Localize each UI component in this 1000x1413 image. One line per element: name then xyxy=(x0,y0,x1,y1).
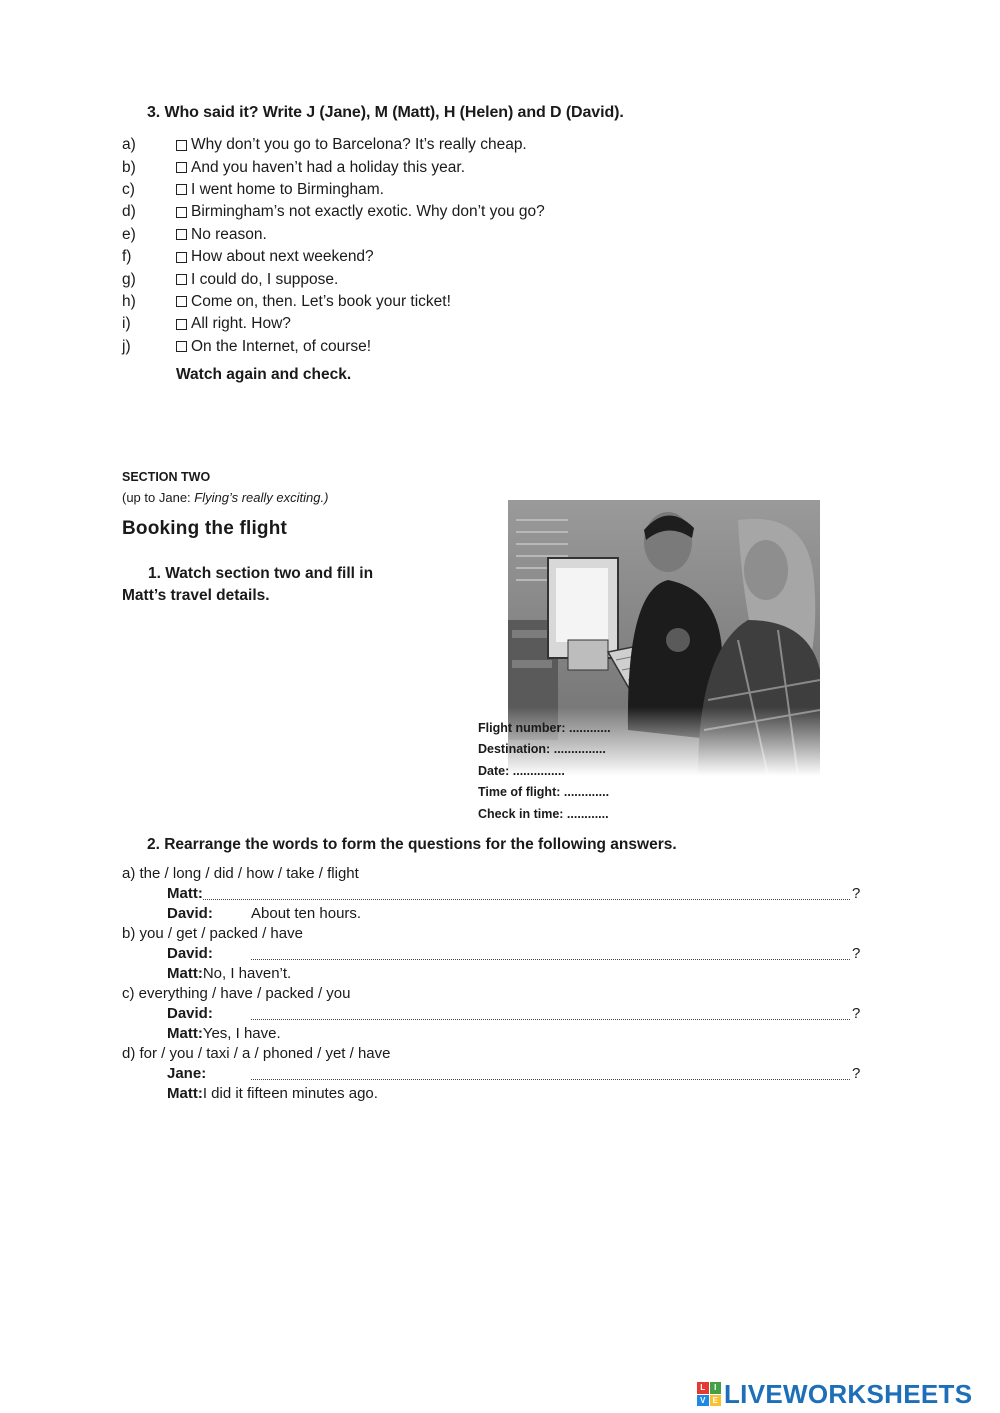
flight-details xyxy=(478,717,611,825)
item-text: I went home to Birmingham. xyxy=(191,180,384,198)
answer-checkbox[interactable] xyxy=(176,162,187,173)
flight-detail-blank[interactable]: ............ xyxy=(568,720,611,735)
list-item xyxy=(122,156,722,178)
answer-checkbox[interactable] xyxy=(176,140,187,151)
speaker-label: Matt: xyxy=(167,964,203,982)
list-item xyxy=(122,224,722,246)
item-letter: b) xyxy=(122,158,136,176)
flight-detail-label: Date: xyxy=(478,763,510,778)
flight-detail-row xyxy=(478,803,611,825)
answer-line xyxy=(122,963,862,983)
question-prompt: b) you / get / packed / have xyxy=(122,924,303,942)
answer-checkbox[interactable] xyxy=(176,296,187,307)
question-mark: ? xyxy=(852,944,861,962)
flight-detail-label: Flight number: xyxy=(478,720,566,735)
question-blank[interactable] xyxy=(251,1018,850,1020)
logo-letter: L xyxy=(697,1382,709,1394)
logo-letter: V xyxy=(697,1395,709,1407)
list-item xyxy=(122,246,722,268)
item-text: Birmingham’s not exactly exotic. Why don’t you go? xyxy=(191,203,545,221)
answer-checkbox[interactable] xyxy=(176,274,187,285)
speaker-label: Matt: xyxy=(167,884,203,902)
section-subtitle xyxy=(122,490,328,505)
list-item xyxy=(122,313,722,335)
item-text: I could do, I suppose. xyxy=(191,270,339,288)
logo-letter: I xyxy=(710,1382,722,1394)
question-prompt: c) everything / have / packed / you xyxy=(122,984,351,1002)
flight-detail-label: Destination: xyxy=(478,742,551,757)
question-prompt: a) the / long / did / how / take / flight xyxy=(122,864,359,882)
liveworksheets-watermark xyxy=(697,1379,972,1409)
item-text: On the Internet, of course! xyxy=(191,337,372,355)
flight-detail-blank[interactable]: ............ xyxy=(566,806,609,821)
answer-line xyxy=(122,1023,862,1043)
list-item xyxy=(122,336,722,358)
item-text: Why don’t you go to Barcelona? It’s really cheap. xyxy=(191,136,527,154)
exercise2-questions xyxy=(122,863,862,1103)
question-prompt: d) for / you / taxi / a / phoned / yet / have xyxy=(122,1044,391,1062)
question-mark: ? xyxy=(852,884,861,902)
item-text: And you haven’t had a holiday this year. xyxy=(191,158,466,176)
speaker-label: David: xyxy=(167,944,213,962)
answer-text: Yes, I have. xyxy=(202,1024,281,1042)
instruction-line: 1. Watch section two and fill in xyxy=(148,565,374,582)
answer-checkbox[interactable] xyxy=(176,252,187,263)
instruction-line: Matt’s travel details. xyxy=(122,587,270,604)
speaker-label: Matt: xyxy=(167,1084,203,1102)
logo-letter: E xyxy=(710,1395,722,1407)
question-blank[interactable] xyxy=(251,1078,850,1080)
item-letter: e) xyxy=(122,225,136,243)
flight-detail-blank[interactable]: ............. xyxy=(563,785,610,800)
section-title: Booking the flight xyxy=(122,518,288,539)
answer-text: About ten hours. xyxy=(251,904,362,922)
question-blank[interactable] xyxy=(251,958,850,960)
item-letter: c) xyxy=(122,180,135,198)
section-sub-quote: Flying’s really exciting.) xyxy=(194,490,329,505)
question-answer-line xyxy=(122,943,862,963)
answer-line xyxy=(122,1083,862,1103)
question-mark: ? xyxy=(852,1064,861,1082)
section-sub-prefix: (up to Jane: xyxy=(122,490,195,505)
exercise3-note: Watch again and check. xyxy=(176,366,352,383)
list-item xyxy=(122,291,722,313)
answer-checkbox[interactable] xyxy=(176,341,187,352)
exercise2-heading: 2. Rearrange the words to form the questions for the following answers. xyxy=(147,836,677,853)
speaker-label: Matt: xyxy=(167,1024,203,1042)
question-mark: ? xyxy=(852,1004,861,1022)
answer-checkbox[interactable] xyxy=(176,207,187,218)
section-label: SECTION TWO xyxy=(122,470,211,484)
answer-checkbox[interactable] xyxy=(176,229,187,240)
item-letter: h) xyxy=(122,292,136,310)
flight-detail-label: Time of flight: xyxy=(478,785,561,800)
answer-line xyxy=(122,903,862,923)
item-letter: a) xyxy=(122,136,136,154)
item-letter: j) xyxy=(122,337,131,355)
item-text: Come on, then. Let’s book your ticket! xyxy=(191,292,451,310)
exercise3-list xyxy=(122,134,722,358)
question-answer-line xyxy=(122,883,862,903)
answer-checkbox[interactable] xyxy=(176,319,187,330)
list-item xyxy=(122,179,722,201)
item-text: No reason. xyxy=(191,225,267,243)
speaker-label: David: xyxy=(167,1004,213,1022)
question-answer-line xyxy=(122,1063,862,1083)
flight-detail-blank[interactable]: ............... xyxy=(553,742,606,757)
speaker-label: David: xyxy=(167,904,213,922)
item-letter: g) xyxy=(122,270,136,288)
speaker-label: Jane: xyxy=(167,1064,207,1082)
answer-checkbox[interactable] xyxy=(176,184,187,195)
list-item xyxy=(122,201,722,223)
watermark-text: LIVEWORKSHEETS xyxy=(724,1378,973,1409)
answer-text: No, I haven’t. xyxy=(202,964,292,982)
liveworksheets-logo-icon xyxy=(697,1382,721,1406)
flight-detail-row xyxy=(478,782,611,804)
list-item xyxy=(122,268,722,290)
flight-detail-row xyxy=(478,739,611,761)
flight-detail-label: Check in time: xyxy=(478,806,564,821)
flight-detail-blank[interactable]: ............... xyxy=(512,763,565,778)
item-text: How about next weekend? xyxy=(191,248,374,266)
question-blank[interactable] xyxy=(203,898,850,900)
list-item xyxy=(122,134,722,156)
flight-detail-row xyxy=(478,717,611,739)
item-letter: i) xyxy=(122,315,131,333)
flight-detail-row xyxy=(478,760,611,782)
exercise3-heading: 3. Who said it? Write J (Jane), M (Matt), H (Helen) and D (David). xyxy=(147,104,624,121)
question-answer-line xyxy=(122,1003,862,1023)
item-letter: d) xyxy=(122,203,136,221)
item-text: All right. How? xyxy=(191,315,291,333)
section-two-instruction xyxy=(122,563,422,607)
item-letter: f) xyxy=(122,248,132,266)
answer-text: I did it fifteen minutes ago. xyxy=(202,1084,378,1102)
